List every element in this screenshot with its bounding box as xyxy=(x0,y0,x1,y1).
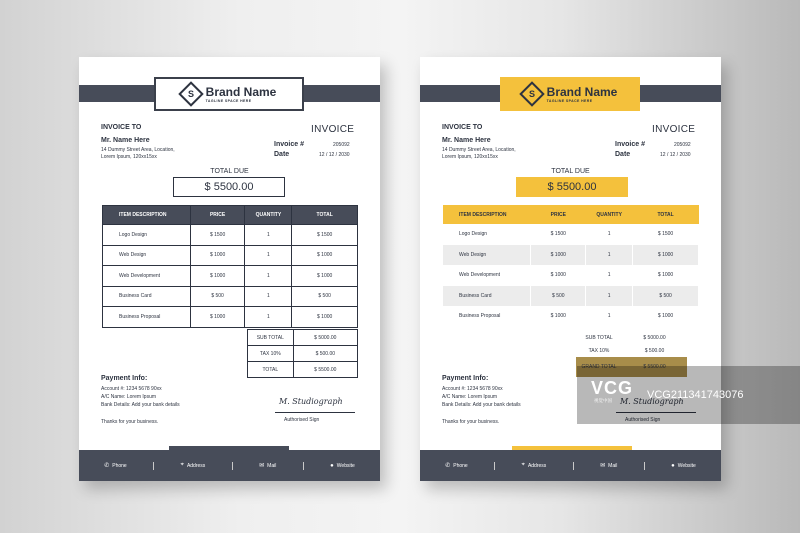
header-quantity: QUANTITY xyxy=(245,206,292,225)
table-row xyxy=(103,225,358,246)
account-name: A/C Name: Lorem Ipsum xyxy=(101,394,157,400)
item-price: $ 1500 xyxy=(531,224,586,245)
total-due-amount: $ 5500.00 xyxy=(516,177,628,197)
website-icon: ● xyxy=(330,462,334,469)
item-price: $ 1000 xyxy=(190,307,245,328)
footer-mail: ✉ Mail xyxy=(259,462,277,469)
item-quantity: 1 xyxy=(586,245,633,266)
thanks-note: Thanks for your business. xyxy=(101,419,159,425)
mail-icon: ✉ xyxy=(600,463,606,469)
signature-line xyxy=(275,412,355,413)
table-row xyxy=(103,286,358,307)
item-quantity: 1 xyxy=(586,306,633,327)
signature-label: Authorised Sign xyxy=(284,417,320,423)
grand-total-label: GRAND TOTAL xyxy=(576,357,622,377)
item-description: Business Card xyxy=(103,286,191,307)
payment-info-title: Payment Info: xyxy=(442,375,489,382)
header-description: ITEM DESCRIPTION xyxy=(103,206,191,225)
item-price: $ 500 xyxy=(190,286,245,307)
item-total: $ 1000 xyxy=(633,265,699,286)
invoice-date: 12 / 12 / 2030 xyxy=(660,152,691,158)
thanks-note: Thanks for your business. xyxy=(442,419,500,425)
header-price: PRICE xyxy=(190,206,245,225)
date-label: Date xyxy=(274,151,290,158)
date-label: Date xyxy=(615,151,631,158)
brand-badge xyxy=(500,77,640,111)
invoice-number-label: Invoice # xyxy=(615,141,645,148)
brand-tagline: TAGLINE SPACE HERE xyxy=(546,98,593,103)
table-row xyxy=(103,307,358,328)
phone-icon: ✆ xyxy=(104,463,110,469)
total-label: TOTAL xyxy=(248,362,294,378)
item-total: $ 1000 xyxy=(292,266,358,287)
item-price: $ 1000 xyxy=(531,306,586,327)
subtotal-value: $ 5000.00 xyxy=(293,330,357,346)
item-total: $ 1500 xyxy=(292,225,358,246)
footer-divider xyxy=(153,462,154,470)
item-price: $ 1000 xyxy=(531,265,586,286)
total-value: $ 5500.00 xyxy=(293,362,357,378)
brand-name: Brand Name xyxy=(205,84,277,99)
invoice-number: 205092 xyxy=(674,142,691,148)
footer-divider xyxy=(573,462,574,470)
footer-phone: ✆ Phone xyxy=(104,462,127,469)
tax-value: $ 500.00 xyxy=(644,347,665,354)
items-table xyxy=(443,205,699,327)
table-header-row xyxy=(443,205,699,224)
item-total: $ 1000 xyxy=(292,307,358,328)
subtotal-label: SUB TOTAL xyxy=(585,334,613,341)
invoice-title: INVOICE xyxy=(311,124,355,135)
item-quantity: 1 xyxy=(245,307,292,328)
footer-divider xyxy=(644,462,645,470)
footer-divider xyxy=(232,462,233,470)
summary-table xyxy=(247,329,358,378)
payment-info-title: Payment Info: xyxy=(101,375,148,382)
bank-details: Bank Details: Add your bank details xyxy=(101,402,180,408)
table-row xyxy=(103,266,358,287)
footer-mail: ✉ Mail xyxy=(600,462,618,469)
item-quantity: 1 xyxy=(245,286,292,307)
account-name: A/C Name: Lorem Ipsum xyxy=(442,394,498,400)
item-description: Business Proposal xyxy=(443,306,531,327)
item-description: Web Development xyxy=(443,265,531,286)
header-description: ITEM DESCRIPTION xyxy=(443,205,531,224)
items-table xyxy=(102,205,358,328)
website-icon: ● xyxy=(671,462,675,469)
tax-label: TAX 10% xyxy=(588,347,610,354)
table-row xyxy=(443,286,699,307)
header-quantity: QUANTITY xyxy=(586,205,633,224)
bank-details: Bank Details: Add your bank details xyxy=(442,402,521,408)
item-total: $ 1000 xyxy=(633,245,699,266)
footer-divider xyxy=(303,462,304,470)
item-price: $ 1500 xyxy=(190,225,245,246)
footer-phone: ✆ Phone xyxy=(445,462,468,469)
brand-logo-icon: S xyxy=(178,81,203,106)
item-price: $ 1000 xyxy=(190,266,245,287)
contact-footer xyxy=(420,450,721,481)
watermark-subtitle: 视觉中国 xyxy=(594,398,612,403)
signature: M. Studiograph xyxy=(620,397,684,406)
invoice-to-label: INVOICE TO xyxy=(101,124,142,131)
subtotal-value: $ 5000.00 xyxy=(643,334,666,341)
item-price: $ 1000 xyxy=(531,245,586,266)
item-total: $ 500 xyxy=(292,286,358,307)
total-due-amount: $ 5500.00 xyxy=(173,177,285,197)
table-header-row xyxy=(103,206,358,225)
watermark-logo: VCG xyxy=(591,378,634,398)
footer-divider xyxy=(494,462,495,470)
subtotal-row xyxy=(576,331,687,344)
tax-row xyxy=(576,344,687,357)
header-price: PRICE xyxy=(531,205,586,224)
item-description: Web Design xyxy=(103,245,191,266)
item-quantity: 1 xyxy=(245,225,292,246)
invoice-number-label: Invoice # xyxy=(274,141,304,148)
item-quantity: 1 xyxy=(245,245,292,266)
subtotal-label: SUB TOTAL xyxy=(248,330,294,346)
item-description: Business Proposal xyxy=(103,307,191,328)
invoice-number: 205092 xyxy=(333,142,350,148)
account-number: Account #: 1234 5678 90xx xyxy=(442,386,503,392)
item-total: $ 500 xyxy=(633,286,699,307)
item-description: Logo Design xyxy=(103,225,191,246)
invoice-date: 12 / 12 / 2030 xyxy=(319,152,350,158)
footer-website: ● Website xyxy=(330,462,355,469)
table-row xyxy=(443,224,699,245)
item-total: $ 1000 xyxy=(633,306,699,327)
brand-name: Brand Name xyxy=(546,84,618,99)
tax-row xyxy=(248,346,358,362)
table-row xyxy=(443,245,699,266)
account-number: Account #: 1234 5678 90xx xyxy=(101,386,162,392)
table-row xyxy=(103,245,358,266)
item-quantity: 1 xyxy=(586,224,633,245)
footer-address: ⌖ Address xyxy=(521,462,547,469)
item-description: Business Card xyxy=(443,286,531,307)
item-price: $ 1000 xyxy=(190,245,245,266)
client-address-line1: 14 Dummy Street Area, Location, xyxy=(101,147,175,153)
invoice-to-label: INVOICE TO xyxy=(442,124,483,131)
item-price: $ 500 xyxy=(531,286,586,307)
client-address-line2: Lorem Ipsum, 120xx15xx xyxy=(101,154,157,160)
item-description: Web Development xyxy=(103,266,191,287)
footer-address: ⌖ Address xyxy=(180,462,206,469)
item-description: Web Design xyxy=(443,245,531,266)
signature: M. Studiograph xyxy=(279,397,343,406)
tax-value: $ 500.00 xyxy=(293,346,357,362)
total-row xyxy=(248,362,358,378)
subtotal-row xyxy=(248,330,358,346)
grand-total-value: $ 5500.00 xyxy=(622,357,687,377)
brand-badge xyxy=(154,77,304,111)
address-icon: ⌖ xyxy=(180,462,184,468)
total-due-label: TOTAL DUE xyxy=(551,168,590,175)
item-quantity: 1 xyxy=(586,265,633,286)
client-name: Mr. Name Here xyxy=(101,137,150,144)
item-description: Logo Design xyxy=(443,224,531,245)
brand-logo-icon: S xyxy=(519,81,544,106)
item-total: $ 1000 xyxy=(292,245,358,266)
item-quantity: 1 xyxy=(586,286,633,307)
table-row xyxy=(443,265,699,286)
phone-icon: ✆ xyxy=(445,463,451,469)
total-due-label: TOTAL DUE xyxy=(210,168,249,175)
item-quantity: 1 xyxy=(245,266,292,287)
item-total: $ 1500 xyxy=(633,224,699,245)
invoice-sheet-dark xyxy=(79,57,380,481)
footer-website: ● Website xyxy=(671,462,696,469)
watermark-id: VCG211341743076 xyxy=(647,389,744,401)
contact-footer xyxy=(79,450,380,481)
tax-label: TAX 10% xyxy=(248,346,294,362)
signature-label: Authorised Sign xyxy=(625,417,661,423)
mail-icon: ✉ xyxy=(259,463,265,469)
client-address-line2: Lorem Ipsum, 120xx15xx xyxy=(442,154,498,160)
header-total: TOTAL xyxy=(633,205,699,224)
address-icon: ⌖ xyxy=(521,462,525,468)
invoice-title: INVOICE xyxy=(652,124,696,135)
header-total: TOTAL xyxy=(292,206,358,225)
table-row xyxy=(443,306,699,327)
client-name: Mr. Name Here xyxy=(442,137,491,144)
brand-tagline: TAGLINE SPACE HERE xyxy=(205,98,252,103)
client-address-line1: 14 Dummy Street Area, Location, xyxy=(442,147,516,153)
